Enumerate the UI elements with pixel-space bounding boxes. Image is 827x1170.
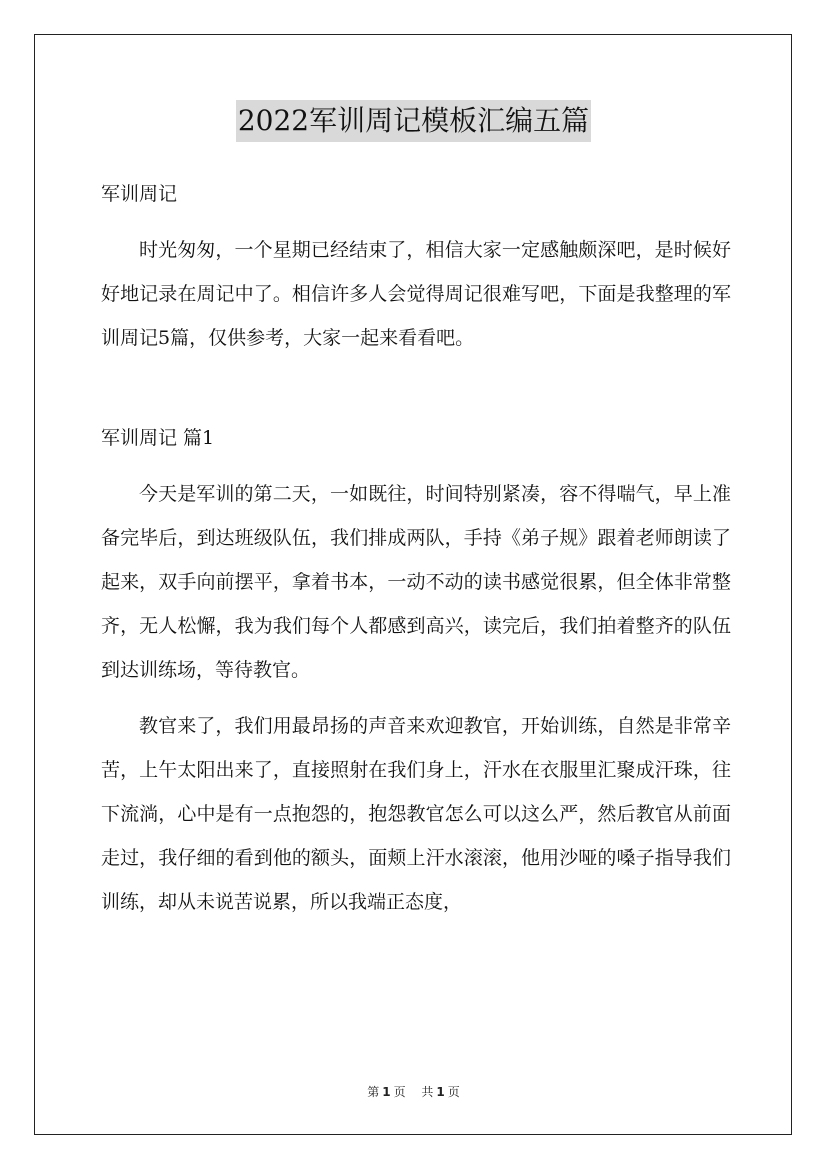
page-indicator bbox=[364, 1085, 408, 1099]
section1-paragraph-2: 教官来了，我们用最昂扬的声音来欢迎教官，开始训练，自然是非常辛苦，上午太阳出来了，直接照射在我们身上，汗水在衣服里汇聚成汗珠，往下流淌，心中是有一点抱怨的，抱怨教官怎么可以这么严，然后教官从前面走过，我仔细的看到他的额头，面颊上汗水滚滚，他用沙哑的嗓子指导我们训练，却从未说苦说累，所以我端正态度， bbox=[101, 715, 731, 913]
section1-heading: 军训周记 篇1 bbox=[101, 427, 215, 449]
total-suffix: 页 bbox=[447, 1085, 460, 1099]
document-title: 2022军训周记模板汇编五篇 bbox=[236, 100, 591, 142]
total-prefix: 共 bbox=[421, 1085, 434, 1099]
page-suffix: 页 bbox=[393, 1085, 406, 1099]
page-prefix: 第 bbox=[367, 1085, 380, 1099]
section1-paragraph-1: 今天是军训的第二天，一如既往，时间特别紧凑，容不得喘气，早上准备完毕后，到达班级队伍，我们排成两队，手持《弟子规》跟着老师朗读了起来，双手向前摆平，拿着书本，一动不动的读书感觉很累，但全体非常整齐，无人松懈，我为我们每个人都感到高兴，读完后，我们拍着整齐的队伍到达训练场，等待教官。 bbox=[101, 483, 731, 681]
intro-heading: 军训周记 bbox=[101, 183, 178, 205]
intro-paragraph: 时光匆匆，一个星期已经结束了，相信大家一定感触颇深吧，是时候好好地记录在周记中了。相信许多人会觉得周记很难写吧，下面是我整理的军训周记5篇，仅供参考，大家一起来看看吧。 bbox=[101, 239, 731, 349]
total-pages: 1 bbox=[436, 1085, 445, 1099]
page-number: 1 bbox=[382, 1085, 391, 1099]
total-indicator bbox=[418, 1085, 462, 1099]
title-container bbox=[0, 100, 827, 142]
page-footer bbox=[0, 1083, 827, 1100]
document-body bbox=[101, 172, 731, 924]
